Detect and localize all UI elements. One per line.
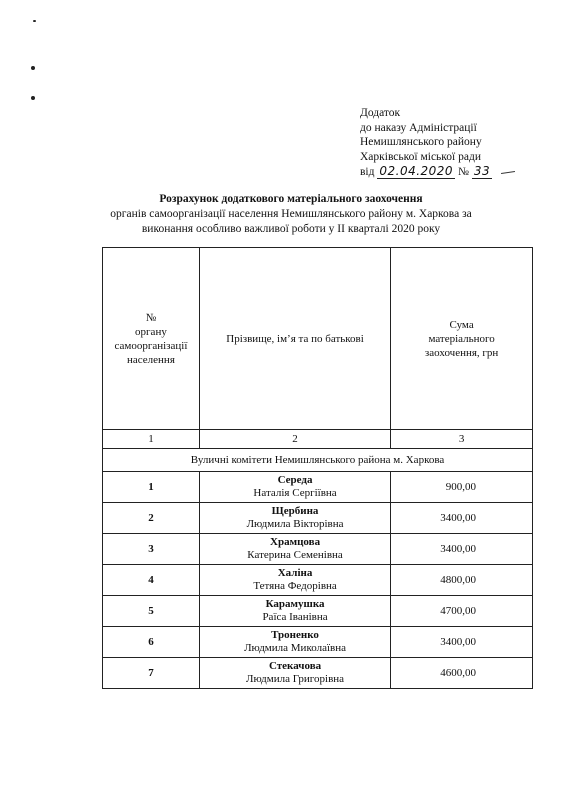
date-prefix: від — [360, 166, 375, 178]
reward-table — [102, 247, 533, 689]
signature-mark-icon — [501, 171, 515, 174]
scan-speck — [31, 96, 35, 100]
addendum-line: Додаток — [360, 107, 401, 119]
person-cell — [199, 503, 390, 534]
given-name: Катерина Семенівна — [247, 549, 343, 561]
given-name: Людмила Вікторівна — [246, 518, 344, 530]
row-number: 7 — [103, 658, 200, 689]
surname: Троненко — [271, 629, 319, 641]
row-number: 1 — [103, 472, 200, 503]
column-number: 1 — [103, 430, 200, 449]
amount-cell: 3400,00 — [391, 627, 533, 658]
row-number: 3 — [103, 534, 200, 565]
header-amount: Сума матеріального заохочення, грн — [391, 248, 533, 430]
addendum-line: до наказу Адміністрації — [360, 121, 477, 134]
surname: Халіна — [277, 567, 313, 579]
addendum-line: Немишлянського району — [360, 136, 482, 148]
person-cell — [199, 565, 390, 596]
given-name: Людмила Миколаївна — [244, 642, 346, 654]
addendum-block — [360, 106, 515, 180]
amount-cell: 4700,00 — [391, 596, 533, 627]
surname: Середа — [277, 474, 313, 486]
row-number: 4 — [103, 565, 200, 596]
amount-cell: 3400,00 — [391, 534, 533, 565]
row-number: 2 — [103, 503, 200, 534]
title-heading: Розрахунок додаткового матеріального заохочення — [159, 193, 423, 205]
order-date: 02.04.2020 — [379, 164, 454, 178]
person-cell — [199, 534, 390, 565]
amount-cell: 900,00 — [391, 472, 533, 503]
given-name: Тетяна Федорівна — [253, 580, 337, 592]
table-row — [103, 503, 533, 534]
scan-speck — [33, 20, 36, 22]
given-name: Наталія Сергіївна — [253, 487, 337, 499]
table-row — [103, 565, 533, 596]
table-row — [103, 627, 533, 658]
row-number: 6 — [103, 627, 200, 658]
section-row — [103, 449, 533, 472]
table-header-row — [103, 248, 533, 430]
surname: Храмцова — [270, 536, 321, 548]
title-line: органів самоорганізації населення Немишлянського району м. Харкова за — [110, 208, 472, 220]
person-cell — [199, 658, 390, 689]
header-full-name: Прізвище, ім’я та по батькові — [199, 248, 390, 430]
amount-cell: 3400,00 — [391, 503, 533, 534]
title-line: виконання особливо важливої роботи у ІІ кварталі 2020 року — [141, 223, 441, 235]
person-cell — [199, 472, 390, 503]
column-number: 3 — [391, 430, 533, 449]
person-cell — [199, 627, 390, 658]
column-number: 2 — [199, 430, 390, 449]
surname: Карамушка — [265, 598, 325, 610]
row-number: 5 — [103, 596, 200, 627]
addendum-line: Харківської міської ради — [360, 150, 481, 163]
table-row — [103, 658, 533, 689]
order-number: 33 — [473, 164, 491, 178]
given-name: Раїса Іванівна — [262, 611, 328, 623]
person-cell — [199, 596, 390, 627]
amount-cell: 4800,00 — [391, 565, 533, 596]
document-title — [0, 192, 582, 237]
table-row — [103, 472, 533, 503]
table-row — [103, 534, 533, 565]
scan-speck — [31, 66, 35, 70]
surname: Стекачова — [268, 660, 322, 672]
number-sign: № — [457, 166, 469, 178]
amount-cell: 4600,00 — [391, 658, 533, 689]
header-organ-number: № органу самоорганізації населення — [103, 248, 200, 430]
surname: Щербина — [271, 505, 319, 517]
order-date-number — [360, 164, 515, 180]
section-title: Вуличні комітети Немишлянського района м. Харкова — [103, 449, 533, 472]
column-number-row — [103, 430, 533, 449]
given-name: Людмила Григорівна — [246, 673, 345, 685]
table-row — [103, 596, 533, 627]
